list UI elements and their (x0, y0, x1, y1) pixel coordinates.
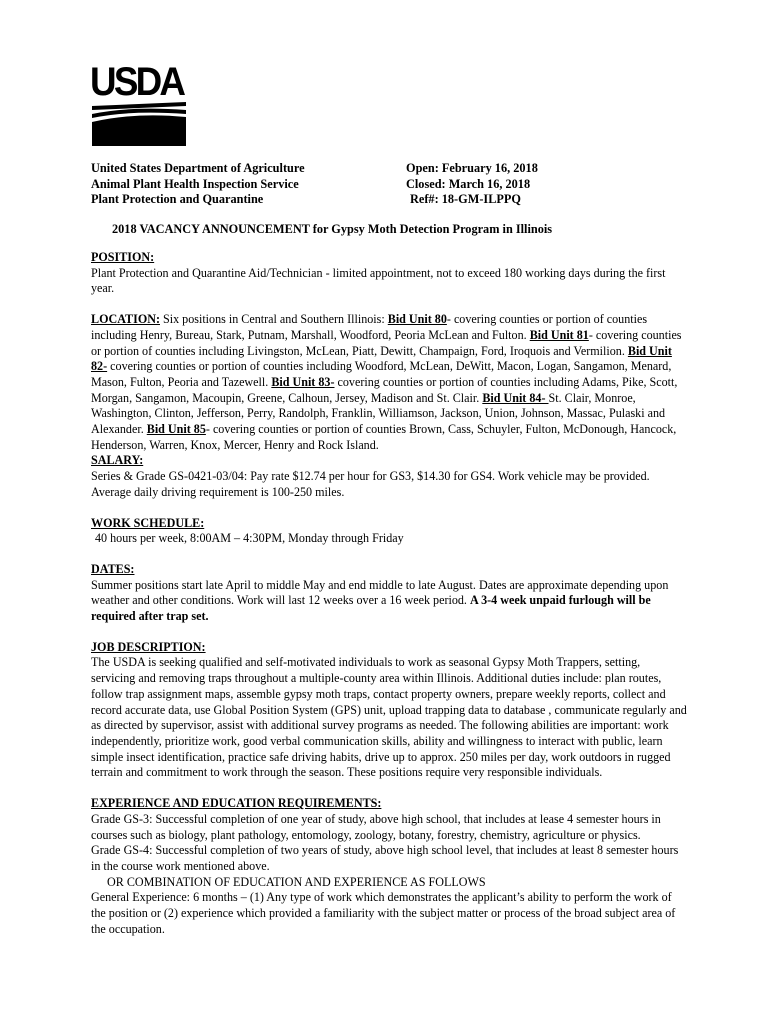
position-heading: POSITION: (91, 250, 155, 264)
usda-logo-text: USDA (90, 60, 184, 104)
agency-line: Plant Protection and Quarantine (91, 192, 264, 206)
agency-line: United States Department of Agriculture (91, 161, 305, 175)
general-experience: General Experience: 6 months – (1) Any type of work which demonstrates the applicant’s ability to perform the work of the position or (2) experience which provided a familiarity with the subject matter or process of the broad subject area of the occupation. (91, 890, 676, 936)
job-description-heading: JOB DESCRIPTION: (91, 639, 206, 654)
open-date: Open: February 16, 2018 (406, 161, 538, 175)
announcement-body (91, 250, 687, 937)
bid-unit-80: Bid Unit 80 (387, 312, 447, 327)
position-section (91, 250, 687, 297)
dates-block (406, 161, 538, 208)
location-text (91, 312, 687, 453)
salary-text: Series & Grade GS-0421-03/04: Pay rate $12.74 per hour for GS3, $14.30 for GS4. Work vehicle may be provided. Average daily driving requirement is 100-250 miles. (91, 469, 650, 499)
experience-heading: EXPERIENCE AND EDUCATION REQUIREMENTS: (91, 796, 382, 811)
ref-number: Ref#: 18-GM-ILPPQ (410, 192, 521, 206)
combination-line: OR COMBINATION OF EDUCATION AND EXPERIENCE AS FOLLOWS (107, 874, 486, 889)
bid-unit-82-text: covering counties or portion of counties including Woodford, McLean, DeWitt, Macon, Logan, Sangamon, Menard, Mason, Fulton, Peoria and Tazewell. (91, 359, 672, 389)
location-section (91, 312, 687, 453)
dates-section (91, 562, 687, 625)
work-schedule-section (91, 516, 687, 547)
bid-unit-85: Bid Unit 85 (146, 422, 206, 437)
dates-heading: DATES: (91, 561, 135, 576)
announcement-title: 2018 VACANCY ANNOUNCEMENT for Gypsy Moth Detection Program in Illinois (112, 222, 553, 236)
gs3-requirement: Grade GS-3: Successful completion of one year of study, above high school, that includes at lease 4 semester hours in courses such as biology, plant pathology, entomology, zoology, botany, forestry, chemistry, agriculture or physics. (91, 811, 661, 842)
bid-unit-83-text: covering counties or portion of counties including Adams, Pike, Scott, Morgan, Sangamon, Macoupin, Greene, Calhoun, Jersey, Madison and St. Clair. (91, 374, 678, 405)
bid-unit-84-text: St. Clair, Monroe, Washington, Clinton, Jefferson, Perry, Randolph, Franklin, Williamson, Jackson, Union, Johnson, Massac, Pulaski and Alexander. (91, 390, 666, 437)
location-intro: Six positions in Central and Southern Illinois: (159, 312, 388, 327)
agency-line: Animal Plant Health Inspection Service (91, 176, 299, 191)
gs4-requirement: Grade GS-4: Successful completion of two years of study, above high school level, that includes at least 8 semester hours in the course work mentioned above. (91, 843, 679, 873)
usda-logo-swoosh (90, 100, 190, 150)
agency-block (91, 161, 305, 208)
dates-text (91, 578, 687, 625)
dates-body: Summer positions start late April to middle May and end middle to late August. Dates are approximate depending upon weather and other conditions. Work will last 12 weeks over a 16 week period. (91, 577, 669, 608)
closed-date: Closed: March 16, 2018 (406, 176, 531, 191)
work-schedule-text: 40 hours per week, 8:00AM – 4:30PM, Monday through Friday (95, 531, 404, 546)
usda-logo (90, 62, 190, 150)
bid-unit-84: Bid Unit 84- (482, 390, 549, 405)
experience-section (91, 796, 687, 937)
job-description-section (91, 640, 687, 781)
salary-section (91, 453, 687, 500)
bid-unit-85-text: - covering counties or portion of counties Brown, Cass, Schuyler, Fulton, McDonough, Hancock, Henderson, Warren, Knox, Mercer, Henry and Rock Island. (91, 422, 677, 452)
bid-unit-82: Bid Unit 82- (91, 343, 672, 374)
location-heading: LOCATION: (91, 312, 160, 327)
furlough-notice: A 3-4 week unpaid furlough will be required after trap set. (91, 593, 651, 624)
job-description-text: The USDA is seeking qualified and self-motivated individuals to work as seasonal Gypsy Moth Trappers, setting, servicing and removing traps throughout a multiple-county area within Illinois. Additional duties include: plan routes, follow trap assignment maps, assemble gypsy moth traps, contact property owners, prepare weekly reports, collect and record accurate data, use Global Position System (GPS) unit, upload trapping data to database , communicate regularly and as directed by supervisor, assist with additional survey programs as needed. The following abilities are important: work independently, prioritize work, good verbal communication skills, ability and willingness to interact with public, learn simple insect identification, practice safe driving habits, drive up to approx. 250 miles per day, work outdoors in rugged terrain and commitment to work through the season. These positions require very responsible individuals. (91, 655, 687, 780)
bid-unit-81-text: - covering counties or portion of counties including Livingston, McLean, Piatt, Dewitt, Champaign, Ford, Iroquois and Vermilion. (91, 327, 682, 358)
bid-unit-83: Bid Unit 83- (271, 374, 335, 389)
position-text: Plant Protection and Quarantine Aid/Technician - limited appointment, not to exceed 180 working days during the first year. (91, 265, 666, 296)
bid-unit-80-text: - covering counties or portion of counties including Henry, Bureau, Stark, Putnam, Marshall, Woodford, Peoria McLean and Fulton. (91, 312, 648, 342)
salary-heading: SALARY: (91, 453, 144, 468)
work-schedule-heading: WORK SCHEDULE: (91, 515, 205, 530)
bid-unit-81: Bid Unit 81 (529, 327, 589, 342)
